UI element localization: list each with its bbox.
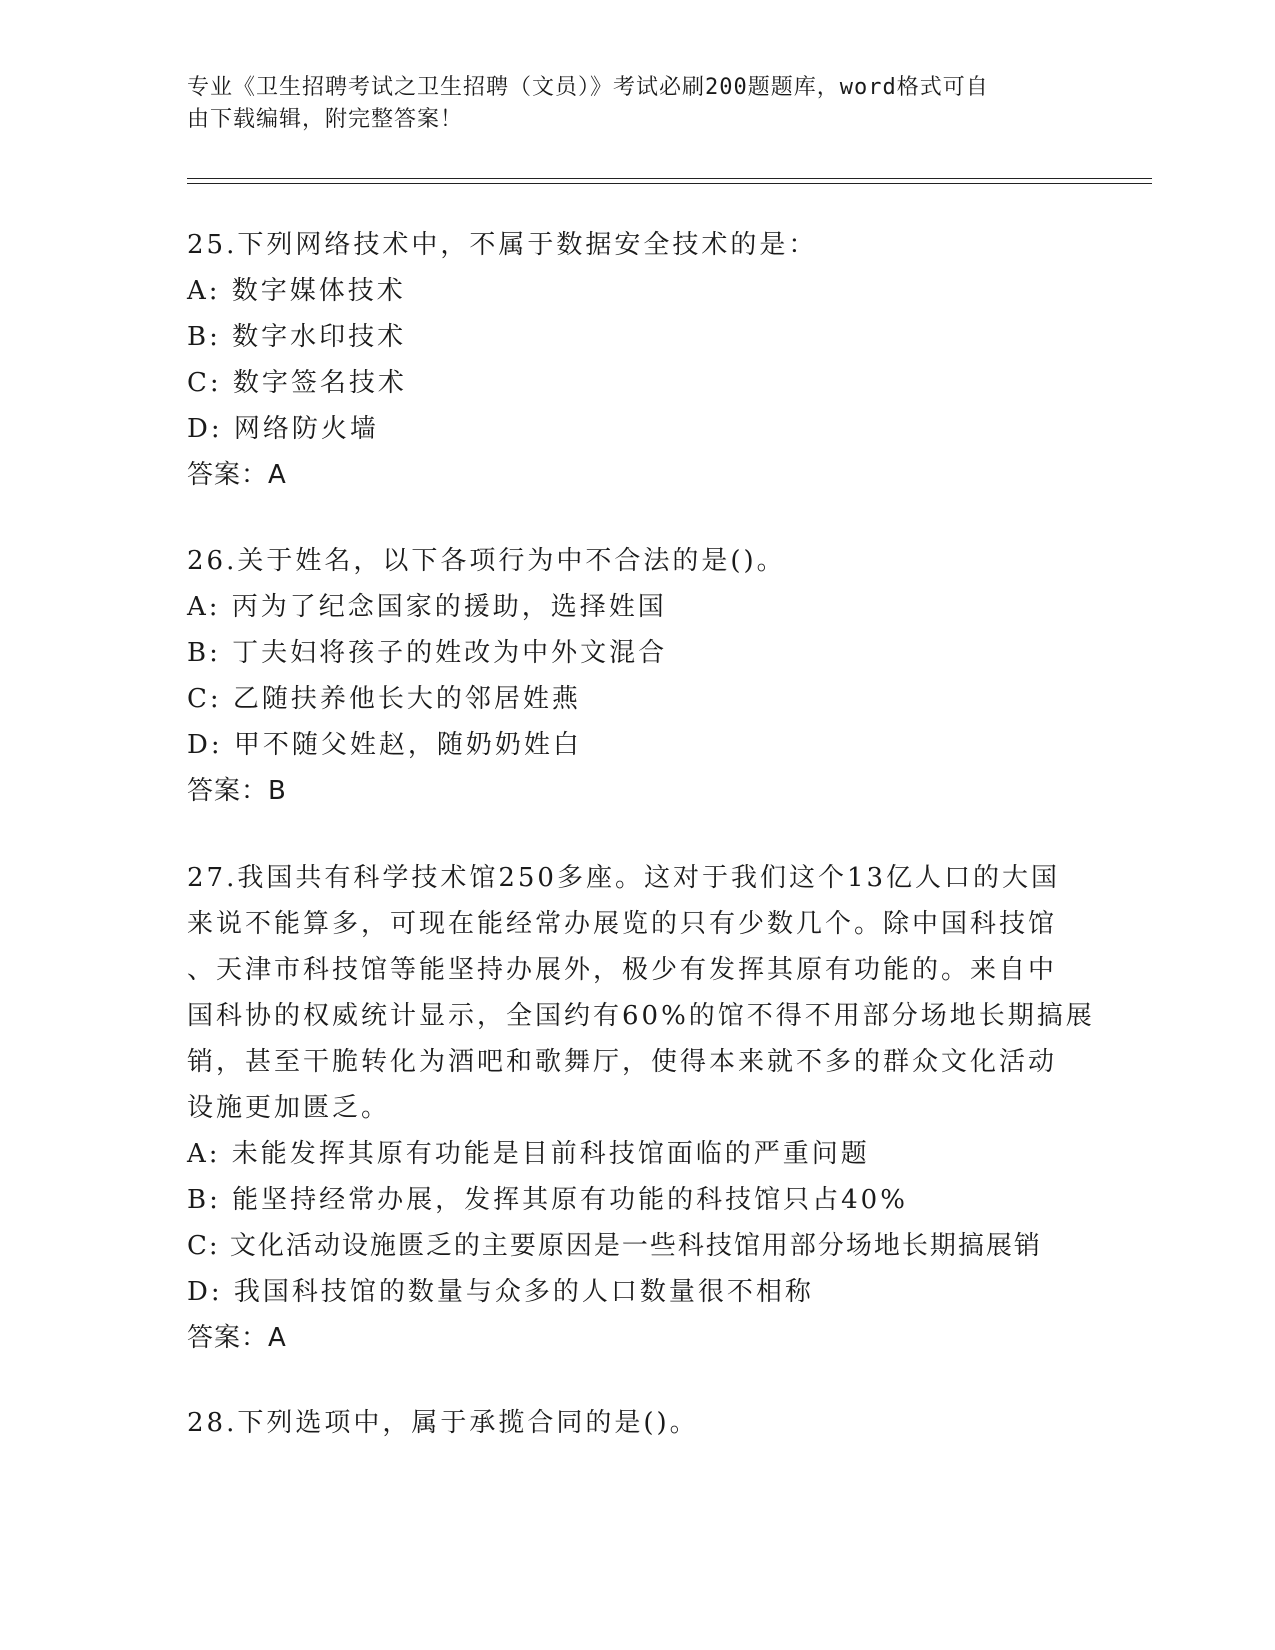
question-28 <box>187 1400 1087 1446</box>
question-25 <box>187 222 1087 498</box>
option-a: A: 未能发挥其原有功能是目前科技馆面临的严重问题 <box>187 1139 870 1169</box>
option-d: D: 甲不随父姓赵，随奶奶姓白 <box>187 730 582 760</box>
question-stem-line: 来说不能算多，可现在能经常办展览的只有少数几个。除中国科技馆 <box>187 909 1058 939</box>
option-c: C: 数字签名技术 <box>187 368 407 398</box>
question-27 <box>187 855 1095 1361</box>
header-divider-bottom <box>187 183 1152 184</box>
answer: 答案：B <box>187 776 287 806</box>
option-d: D: 网络防火墙 <box>187 414 379 444</box>
document-header <box>187 72 1067 136</box>
option-d: D: 我国科技馆的数量与众多的人口数量很不相称 <box>187 1277 814 1307</box>
option-a: A: 丙为了纪念国家的援助，选择姓国 <box>187 592 667 622</box>
option-c: C: 文化活动设施匮乏的主要原因是一些科技馆用部分场地长期搞展销 <box>187 1231 1042 1261</box>
question-26 <box>187 538 1087 814</box>
header-line-2: 由下载编辑，附完整答案！ <box>187 107 464 132</box>
answer: 答案：A <box>187 460 287 490</box>
option-b: B: 丁夫妇将孩子的姓改为中外文混合 <box>187 638 668 668</box>
question-stem: 28.下列选项中，属于承揽合同的是()。 <box>187 1408 699 1438</box>
answer: 答案：A <box>187 1323 287 1353</box>
question-stem-line: 、天津市科技馆等能坚持办展外，极少有发挥其原有功能的。来自中 <box>187 955 1058 985</box>
option-c: C: 乙随扶养他长大的邻居姓燕 <box>187 684 581 714</box>
option-b: B: 数字水印技术 <box>187 322 407 352</box>
header-divider-top <box>187 178 1152 179</box>
question-stem-line: 设施更加匮乏。 <box>187 1093 391 1123</box>
option-b: B: 能坚持经常办展，发挥其原有功能的科技馆只占40% <box>187 1185 908 1215</box>
question-stem: 26.关于姓名，以下各项行为中不合法的是()。 <box>187 546 786 576</box>
option-a: A: 数字媒体技术 <box>187 276 406 306</box>
question-stem-line: 国科协的权威统计显示，全国约有60%的馆不得不用部分场地长期搞展 <box>187 1001 1095 1031</box>
question-stem: 25.下列网络技术中，不属于数据安全技术的是： <box>187 230 818 260</box>
question-stem-line: 销，甚至干脆转化为酒吧和歌舞厅，使得本来就不多的群众文化活动 <box>187 1047 1058 1077</box>
header-line-1: 专业《卫生招聘考试之卫生招聘（文员）》考试必刷200题题库，word格式可自 <box>187 75 989 100</box>
question-stem-line: 27.我国共有科学技术馆250多座。这对于我们这个13亿人口的大国 <box>187 863 1061 893</box>
